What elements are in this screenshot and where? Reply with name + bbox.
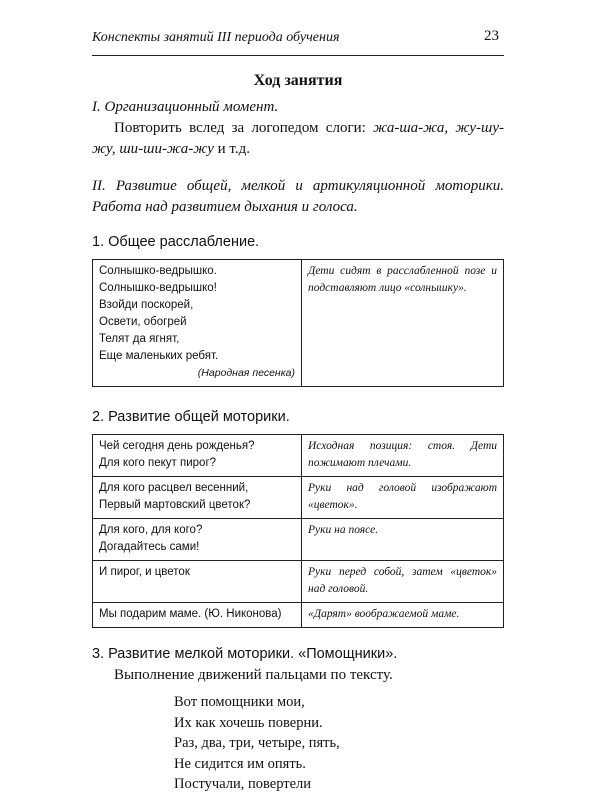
table-row — [93, 603, 504, 628]
verse — [174, 692, 504, 795]
action-cell: Руки на поясе. — [302, 519, 504, 561]
action-cell: Руки перед собой, затем «цветок» над головой. — [302, 561, 504, 603]
action-cell: «Дарят» воображаемой маме. — [302, 603, 504, 628]
text-cell: Для кого расцвел весенний, Первый мартовский цветок? — [93, 477, 302, 519]
part1-heading: I. Организационный момент. — [92, 99, 279, 115]
poem-line: Взойди поскорей, — [99, 299, 194, 311]
poem-source: (Народная песенка) — [197, 367, 295, 379]
header-rule — [92, 55, 504, 56]
text-cell: И пирог, и цветок — [93, 561, 302, 603]
verse-line: Вот помощники мои, — [174, 694, 305, 710]
exercise3-instruction: Выполнение движений пальцами по тексту. — [114, 667, 393, 683]
exercise1-table — [92, 259, 504, 387]
part1-text-after: и т.д. — [213, 141, 250, 157]
action-cell: Руки над головой изображают «цветок». — [302, 477, 504, 519]
page-body — [92, 70, 504, 795]
table-row — [93, 477, 504, 519]
part2-heading: II. Развитие общей, мелкой и артикуляционной моторики. Работа над развитием дыхания и голоса. — [92, 178, 504, 215]
exercise3-title: 3. Развитие мелкой моторики. «Помощники». — [92, 646, 398, 662]
table-row — [93, 435, 504, 477]
verse-line: Не сидится им опять. — [174, 755, 306, 772]
table-row — [93, 260, 504, 387]
text-cell: Чей сегодня день рожденья? Для кого пекут пирог? — [93, 435, 302, 477]
part1-syllables: жа-ша-жа, жу-шу-жу, ши-ши-жа-жу — [92, 120, 505, 157]
verse-line: Раз, два, три, четыре, пять, — [174, 735, 340, 751]
text-cell: Мы подарим маме. (Ю. Никонова) — [93, 603, 302, 628]
verse-line: Их как хочешь поверни. — [174, 714, 323, 731]
poem-line: Телят да ягнят, — [99, 333, 180, 345]
text-cell: Для кого, для кого? Догадайтесь сами! — [93, 519, 302, 561]
instruction-cell: Дети сидят в расслабленной позе и подставляют лицо «солнышку». — [302, 260, 504, 387]
poem-line: Еще маленьких ребят. — [99, 350, 219, 362]
poem-line: Освети, обогрей — [99, 316, 187, 328]
verse-line: Постучали, повертели — [174, 776, 312, 792]
poem-line: Солнышко-ведрышко. — [99, 265, 217, 277]
exercise2-title: 2. Развитие общей моторики. — [92, 409, 290, 425]
exercise1-title: 1. Общее расслабление. — [92, 234, 260, 250]
running-title: Конспекты занятий III периода обучения — [92, 30, 340, 45]
section-title: Ход занятия — [253, 72, 343, 89]
page-number: 23 — [484, 28, 499, 44]
exercise2-table — [92, 434, 504, 628]
table-row — [93, 561, 504, 603]
part1-text-before: Повторить вслед за логопедом слоги: — [114, 120, 374, 136]
part1-text — [92, 118, 504, 160]
poem-line: Солнышко-ведрышко! — [99, 282, 217, 294]
table-row — [93, 519, 504, 561]
poem-cell — [93, 260, 302, 387]
action-cell: Исходная позиция: стоя. Дети пожимают плечами. — [302, 435, 504, 477]
